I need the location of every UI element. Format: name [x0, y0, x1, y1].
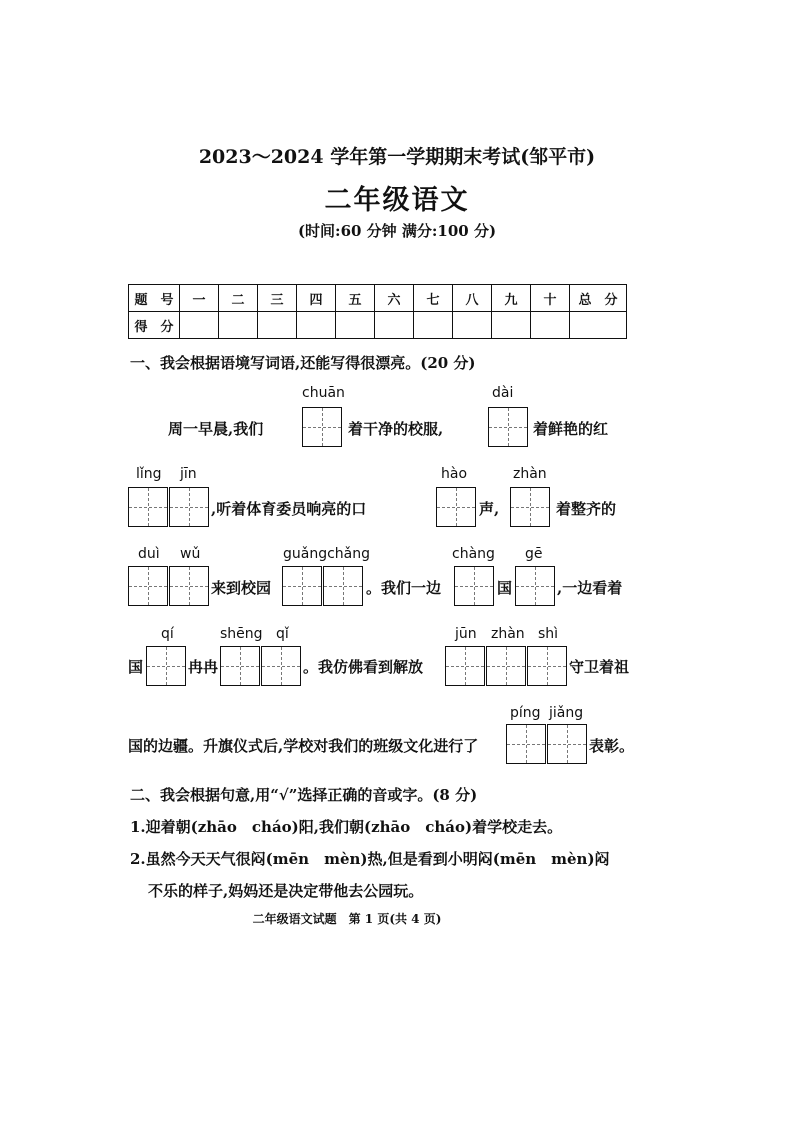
writing-box[interactable]: [323, 566, 363, 606]
passage-text: 着整齐的: [556, 500, 617, 518]
passage-text: 表彰。: [589, 737, 635, 755]
writing-box[interactable]: [282, 566, 322, 606]
score-cell[interactable]: [297, 312, 336, 339]
score-header-cell: 四: [297, 285, 336, 312]
pinyin-label: qí: [161, 626, 174, 642]
pinyin-label: dài: [492, 385, 514, 401]
passage-text: 。我们一边: [366, 579, 442, 597]
writing-box[interactable]: [515, 566, 555, 606]
writing-box[interactable]: [261, 646, 301, 686]
subject-title: 二年级语文: [324, 185, 470, 216]
pinyin-label: duì: [138, 546, 160, 562]
writing-box[interactable]: [128, 487, 168, 527]
score-table: [128, 284, 627, 339]
score-cell[interactable]: [375, 312, 414, 339]
pinyin-label: hào: [441, 466, 468, 482]
passage-text: 来到校园: [211, 579, 272, 597]
score-cell[interactable]: [414, 312, 453, 339]
page-footer: 二年级语文试题 第 1 页(共 4 页): [252, 912, 442, 926]
passage-text: 国的边疆。升旗仪式后,学校对我们的班级文化进行了: [128, 737, 479, 755]
writing-box[interactable]: [510, 487, 550, 527]
passage-text: ,听着体育委员响亮的口: [211, 500, 367, 518]
writing-box[interactable]: [445, 646, 485, 686]
score-value-row: [129, 312, 627, 339]
writing-box[interactable]: [128, 566, 168, 606]
pinyin-label: wǔ: [180, 546, 201, 562]
question-1: 1.迎着朝(zhāo cháo)阳,我们朝(zhāo cháo)着学校走去。: [130, 818, 563, 836]
score-cell[interactable]: [453, 312, 492, 339]
score-header-cell: 二: [219, 285, 258, 312]
passage-text: 守卫着祖: [569, 658, 630, 676]
score-cell[interactable]: [180, 312, 219, 339]
score-cell[interactable]: [492, 312, 531, 339]
question-2-line2: 不乐的样子,妈妈还是决定带他去公园玩。: [148, 882, 424, 900]
passage-text: 着鲜艳的红: [533, 420, 609, 438]
exam-info: (时间:60 分钟 满分:100 分): [297, 222, 497, 240]
pinyin-label: jūn: [455, 626, 477, 642]
writing-box[interactable]: [302, 407, 342, 447]
score-header-cell: 十: [531, 285, 570, 312]
score-header-cell: 三: [258, 285, 297, 312]
passage-text: 。我仿佛看到解放: [303, 658, 424, 676]
pinyin-label: zhàn: [491, 626, 525, 642]
passage-text: 国: [128, 658, 144, 676]
pinyin-label: jiǎng: [549, 705, 584, 721]
writing-box[interactable]: [527, 646, 567, 686]
writing-box[interactable]: [169, 487, 209, 527]
writing-box[interactable]: [506, 724, 546, 764]
score-header-cell: 九: [492, 285, 531, 312]
section1-heading: 一、我会根据语境写词语,还能写得很漂亮。(20 分): [130, 354, 476, 372]
writing-box[interactable]: [547, 724, 587, 764]
exam-title: 2023～2024 学年第一学期期末考试(邹平市): [198, 146, 596, 168]
score-header-cell: 一: [180, 285, 219, 312]
passage-text: 着干净的校服,: [348, 420, 444, 438]
pinyin-label: qǐ: [276, 626, 289, 642]
score-header-cell: 总 分: [570, 285, 627, 312]
passage-text: 周一早晨,我们: [168, 420, 264, 438]
score-header-cell: 六: [375, 285, 414, 312]
passage-text: 国: [497, 579, 513, 597]
writing-box[interactable]: [454, 566, 494, 606]
pinyin-label: jīn: [180, 466, 197, 482]
score-cell[interactable]: [531, 312, 570, 339]
score-header-cell: 七: [414, 285, 453, 312]
score-cell[interactable]: [258, 312, 297, 339]
score-header-row: [129, 285, 627, 312]
pinyin-label: zhàn: [513, 466, 547, 482]
pinyin-label: shēng: [220, 626, 263, 642]
score-header-cell: 八: [453, 285, 492, 312]
score-row-label: 得 分: [129, 312, 180, 339]
passage-text: 声,: [479, 500, 500, 518]
pinyin-label: chuān: [302, 385, 345, 401]
writing-box[interactable]: [146, 646, 186, 686]
question-2-line1: 2.虽然今天天气很闷(mēn mèn)热,但是看到小明闷(mēn mèn)闷: [130, 850, 610, 868]
writing-box[interactable]: [220, 646, 260, 686]
passage-text: 冉冉: [188, 658, 219, 676]
pinyin-label: shì: [538, 626, 559, 642]
writing-box[interactable]: [436, 487, 476, 527]
score-header-cell: 五: [336, 285, 375, 312]
score-cell[interactable]: [336, 312, 375, 339]
section2-heading: 二、我会根据句意,用“√”选择正确的音或字。(8 分): [130, 786, 478, 804]
writing-box[interactable]: [488, 407, 528, 447]
pinyin-label: guǎngchǎng: [283, 546, 371, 562]
pinyin-label: lǐng: [136, 466, 162, 482]
score-header-cell: 题 号: [129, 285, 180, 312]
passage-text: ,一边看着: [557, 579, 623, 597]
pinyin-label: chàng: [452, 546, 495, 562]
writing-box[interactable]: [169, 566, 209, 606]
score-cell[interactable]: [219, 312, 258, 339]
pinyin-label: gē: [525, 546, 543, 562]
writing-box[interactable]: [486, 646, 526, 686]
score-cell[interactable]: [570, 312, 627, 339]
pinyin-label: píng: [510, 705, 541, 721]
